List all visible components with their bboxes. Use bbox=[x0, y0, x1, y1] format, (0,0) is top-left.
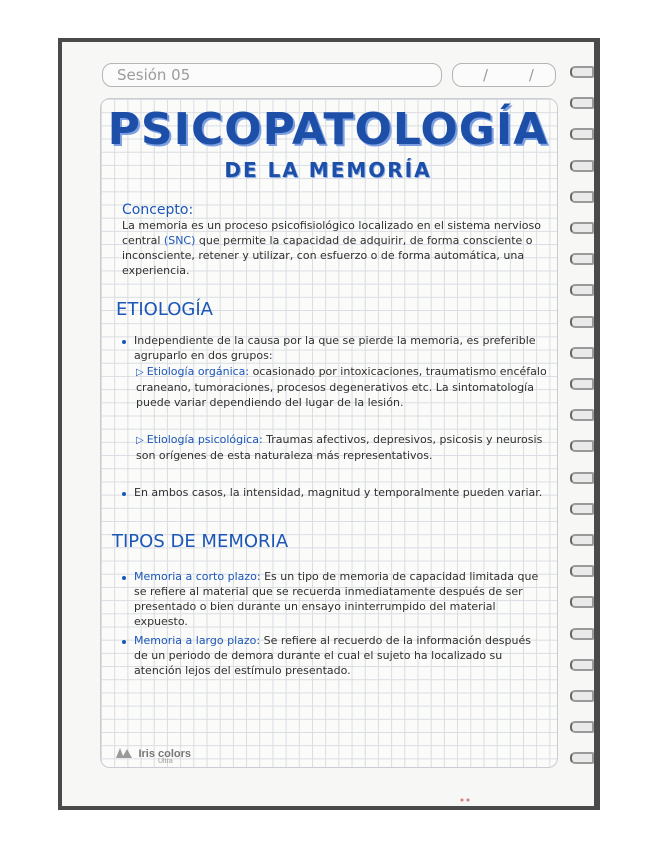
page-title: PSICOPATOLOGÍA bbox=[107, 104, 549, 155]
ink-dots bbox=[458, 797, 478, 803]
etiologia-organica bbox=[136, 364, 548, 410]
concepto-text-b: que permite la capacidad de adquirir, de forma consciente o inconsciente, retener y utilizar, con esfuerzo o de forma automática, una experiencia. bbox=[122, 234, 533, 277]
spiral-ring-icon bbox=[570, 752, 596, 762]
spiral-ring-icon bbox=[570, 253, 596, 263]
spiral-ring-icon bbox=[570, 628, 596, 638]
bullet-dot bbox=[122, 640, 126, 644]
spiral-ring-icon bbox=[570, 160, 596, 170]
session-field bbox=[102, 63, 442, 87]
spiral-ring-icon bbox=[570, 378, 596, 388]
date-label: / / bbox=[483, 66, 552, 84]
etiologia-bullet2: En ambos casos, la intensidad, magnitud y temporalmente pueden variar. bbox=[134, 486, 543, 499]
spiral-ring-icon bbox=[570, 347, 596, 357]
bullet-dot bbox=[122, 340, 126, 344]
brand-mark-icon bbox=[114, 746, 134, 760]
tipos-item2-label: Memoria a largo plazo: bbox=[134, 634, 261, 647]
concepto-heading: Concepto: bbox=[122, 202, 194, 218]
concepto-text-a: La memoria es un proceso psicofisiológico localizado en el sistema nervioso central bbox=[122, 219, 541, 247]
spiral-ring-icon bbox=[570, 472, 596, 482]
bullet-dot bbox=[122, 576, 126, 580]
spiral-ring-icon bbox=[570, 690, 596, 700]
tipos-item1 bbox=[134, 569, 548, 629]
page-subtitle: DE LA MEMORÍA bbox=[224, 158, 432, 182]
spiral-ring-icon bbox=[570, 284, 596, 294]
date-field bbox=[452, 63, 556, 87]
brand-name: Iris colors bbox=[138, 748, 192, 760]
tipos-item1-text: Es un tipo de memoria de capacidad limitada que se refiere al material que se recuerda inmediatamente después de ser presentado o bien durante un ensayo ininterrumpido del material expuesto. bbox=[134, 570, 539, 628]
spiral-ring-icon bbox=[570, 66, 596, 76]
spiral-ring-icon bbox=[570, 409, 596, 419]
triangle-right-icon: ▷ bbox=[136, 367, 144, 378]
spiral-ring-icon bbox=[570, 128, 596, 138]
spiral-ring-icon bbox=[570, 97, 596, 107]
triangle-right-icon: ▷ bbox=[136, 435, 144, 446]
spiral-ring-icon bbox=[570, 721, 596, 731]
tipos-item2-text: Se refiere al recuerdo de la información después de un periodo de demora durante el cual el sujeto ha localizado su atención lejos del estímulo presentado. bbox=[134, 634, 531, 677]
spiral-ring-icon bbox=[570, 565, 596, 575]
etiologia-organica-label: Etiología orgánica: bbox=[146, 365, 250, 378]
spiral-ring-icon bbox=[570, 659, 596, 669]
etiologia-bullet1: Independiente de la causa por la que se pierde la memoria, es preferible agruparlo en dos grupos: bbox=[134, 334, 536, 362]
concepto-snc: (SNC) bbox=[163, 234, 196, 247]
spiral-ring-icon bbox=[570, 503, 596, 513]
spiral-ring-icon bbox=[570, 596, 596, 606]
bullet-dot bbox=[122, 492, 126, 496]
etiologia-psicologica-text: Traumas afectivos, depresivos, psicosis y neurosis son orígenes de esta naturaleza más representativos. bbox=[136, 433, 543, 462]
brand-sub: Ultra bbox=[158, 758, 173, 765]
spiral-ring-icon bbox=[570, 534, 596, 544]
etiologia-psicologica-label: Etiología psicológica: bbox=[146, 433, 263, 446]
spiral-ring-icon bbox=[570, 222, 596, 232]
etiologia-psicologica bbox=[136, 432, 548, 463]
concepto-text bbox=[122, 218, 550, 278]
session-label: Sesión 05 bbox=[117, 66, 191, 84]
etiologia-organica-text: ocasionado por intoxicaciones, traumatismo encéfalo craneano, tumoraciones, procesos degenerativos etc. La sintomatología puede variar dependiendo del lugar de la lesión. bbox=[136, 365, 547, 409]
spiral-ring-icon bbox=[570, 316, 596, 326]
etiologia-heading: ETIOLOGÍA bbox=[116, 299, 213, 320]
tipos-item2 bbox=[134, 633, 548, 678]
tipos-item1-label: Memoria a corto plazo: bbox=[134, 570, 261, 583]
brand-logo bbox=[114, 744, 192, 765]
spiral-ring-icon bbox=[570, 440, 596, 450]
spiral-ring-icon bbox=[570, 191, 596, 201]
tipos-heading: TIPOS DE MEMORIA bbox=[112, 531, 289, 552]
